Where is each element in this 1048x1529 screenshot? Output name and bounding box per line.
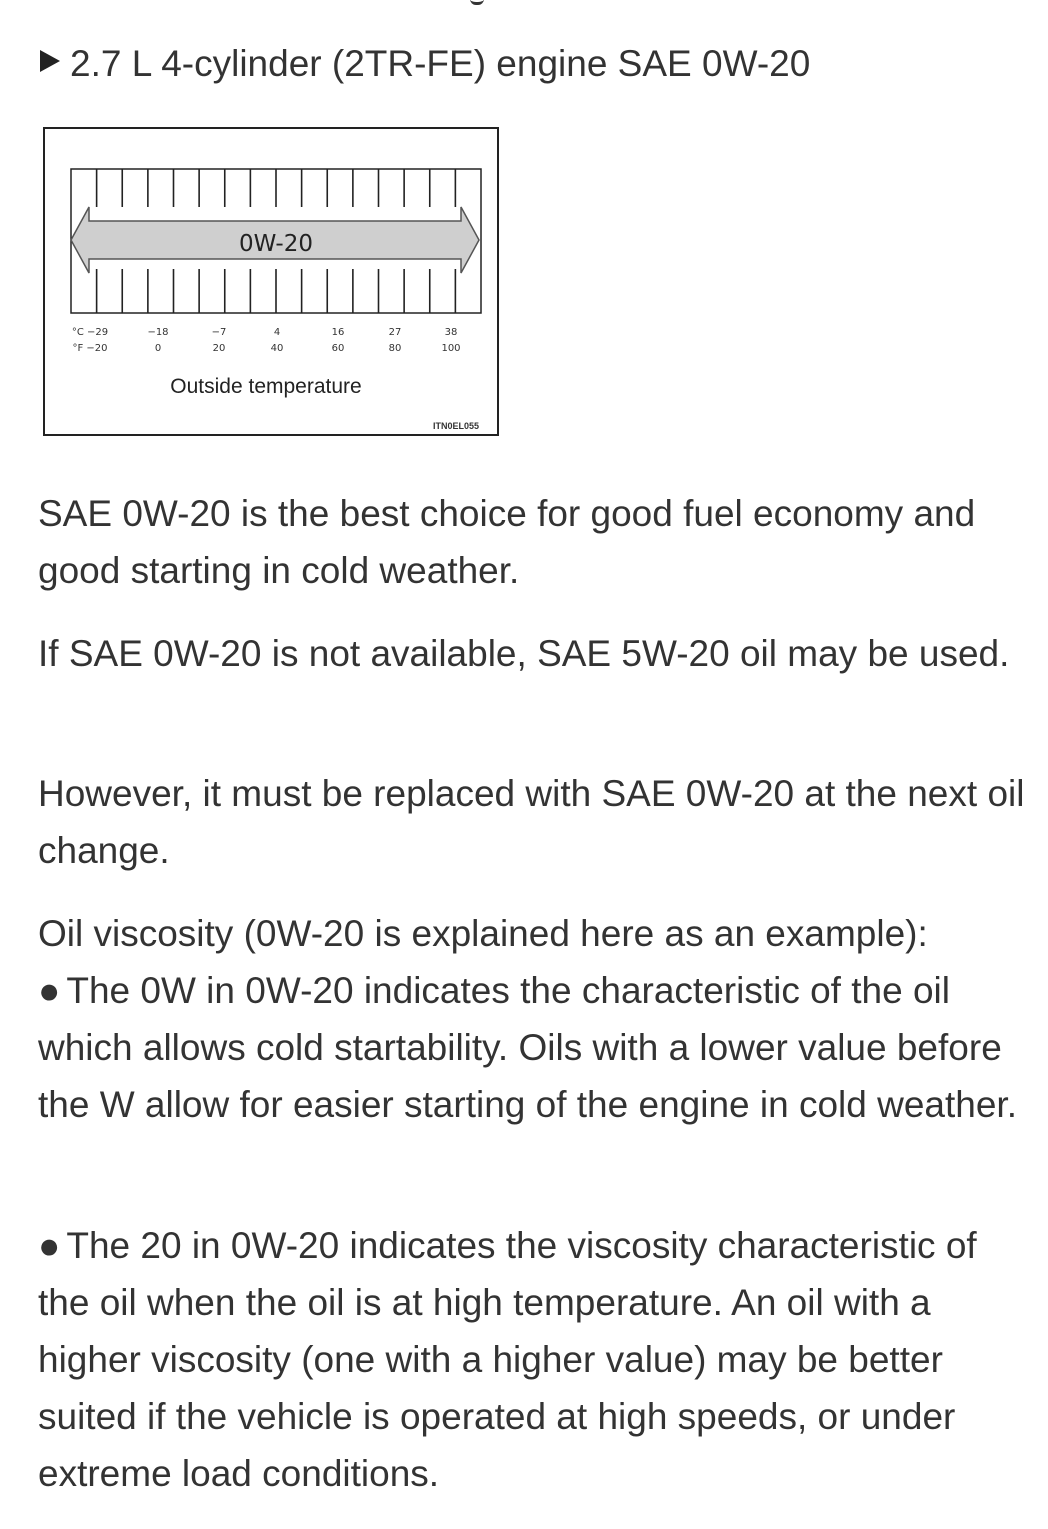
tick-label-celsius: 16 bbox=[331, 327, 345, 338]
tick-label-fahrenheit: 80 bbox=[388, 343, 402, 354]
viscosity-explanation bbox=[38, 905, 1028, 1133]
bullet-item-hot bbox=[38, 1217, 1028, 1502]
section-heading bbox=[40, 38, 810, 90]
tick-labels-celsius bbox=[72, 327, 458, 338]
figure-code: ITN0EL055 bbox=[432, 421, 480, 431]
bullet-icon: ● bbox=[38, 970, 61, 1011]
paragraph-alternative-oil: If SAE 0W-20 is not available, SAE 5W-20 oil may be used. bbox=[38, 633, 1010, 674]
tick-label-celsius: −7 bbox=[211, 327, 227, 338]
clipped-previous-line bbox=[0, 0, 1048, 8]
bullet-text-cold: The 0W in 0W-20 indicates the characteristic of the oil which allows cold startability. Oils with a lower value before the W allow for easier starting of the engine in cold weather. bbox=[38, 970, 1017, 1125]
x-axis-label: Outside temperature bbox=[170, 375, 362, 398]
tick-label-fahrenheit: 40 bbox=[270, 343, 284, 354]
oil-viscosity-chart bbox=[43, 127, 499, 436]
tick-label-fahrenheit: 100 bbox=[441, 343, 461, 354]
tick-label-celsius: 27 bbox=[388, 327, 402, 338]
tick-label-celsius: 38 bbox=[444, 327, 458, 338]
tick-label-celsius: −18 bbox=[147, 327, 169, 338]
paragraph-best-choice: SAE 0W-20 is the best choice for good fuel economy and good starting in cold weather. bbox=[38, 493, 976, 591]
series-label-0w20: 0W-20 bbox=[238, 231, 314, 257]
triangle-bullet-icon bbox=[40, 50, 60, 72]
heading-text: 2.7 L 4-cylinder (2TR-FE) engine SAE 0W-20 bbox=[70, 43, 811, 84]
grid-lines-bottom bbox=[97, 269, 456, 313]
bullet-item-cold bbox=[38, 962, 1028, 1133]
bullet-text-hot: The 20 in 0W-20 indicates the viscosity characteristic of the oil when the oil is at high temperature. An oil with a higher viscosity (one with a higher value) may be better suited if the vehicle is operated at high speeds, or under extreme load conditions. bbox=[38, 1225, 977, 1494]
viscosity-intro: Oil viscosity (0W-20 is explained here as an example): bbox=[38, 913, 928, 954]
tick-label-celsius: °C −29 bbox=[71, 327, 109, 338]
tick-label-fahrenheit: °F −20 bbox=[72, 343, 108, 354]
chart-svg bbox=[45, 129, 497, 434]
tick-label-fahrenheit: 20 bbox=[212, 343, 226, 354]
tick-label-fahrenheit: 0 bbox=[154, 343, 162, 354]
bullet-icon: ● bbox=[38, 1225, 61, 1266]
paragraph-replace-note: However, it must be replaced with SAE 0W-20 at the next oil change. bbox=[38, 773, 1025, 871]
tick-label-fahrenheit: 60 bbox=[331, 343, 345, 354]
grid-lines-top bbox=[97, 169, 456, 207]
tick-label-celsius: 4 bbox=[273, 327, 281, 338]
tick-labels-fahrenheit bbox=[72, 343, 460, 354]
